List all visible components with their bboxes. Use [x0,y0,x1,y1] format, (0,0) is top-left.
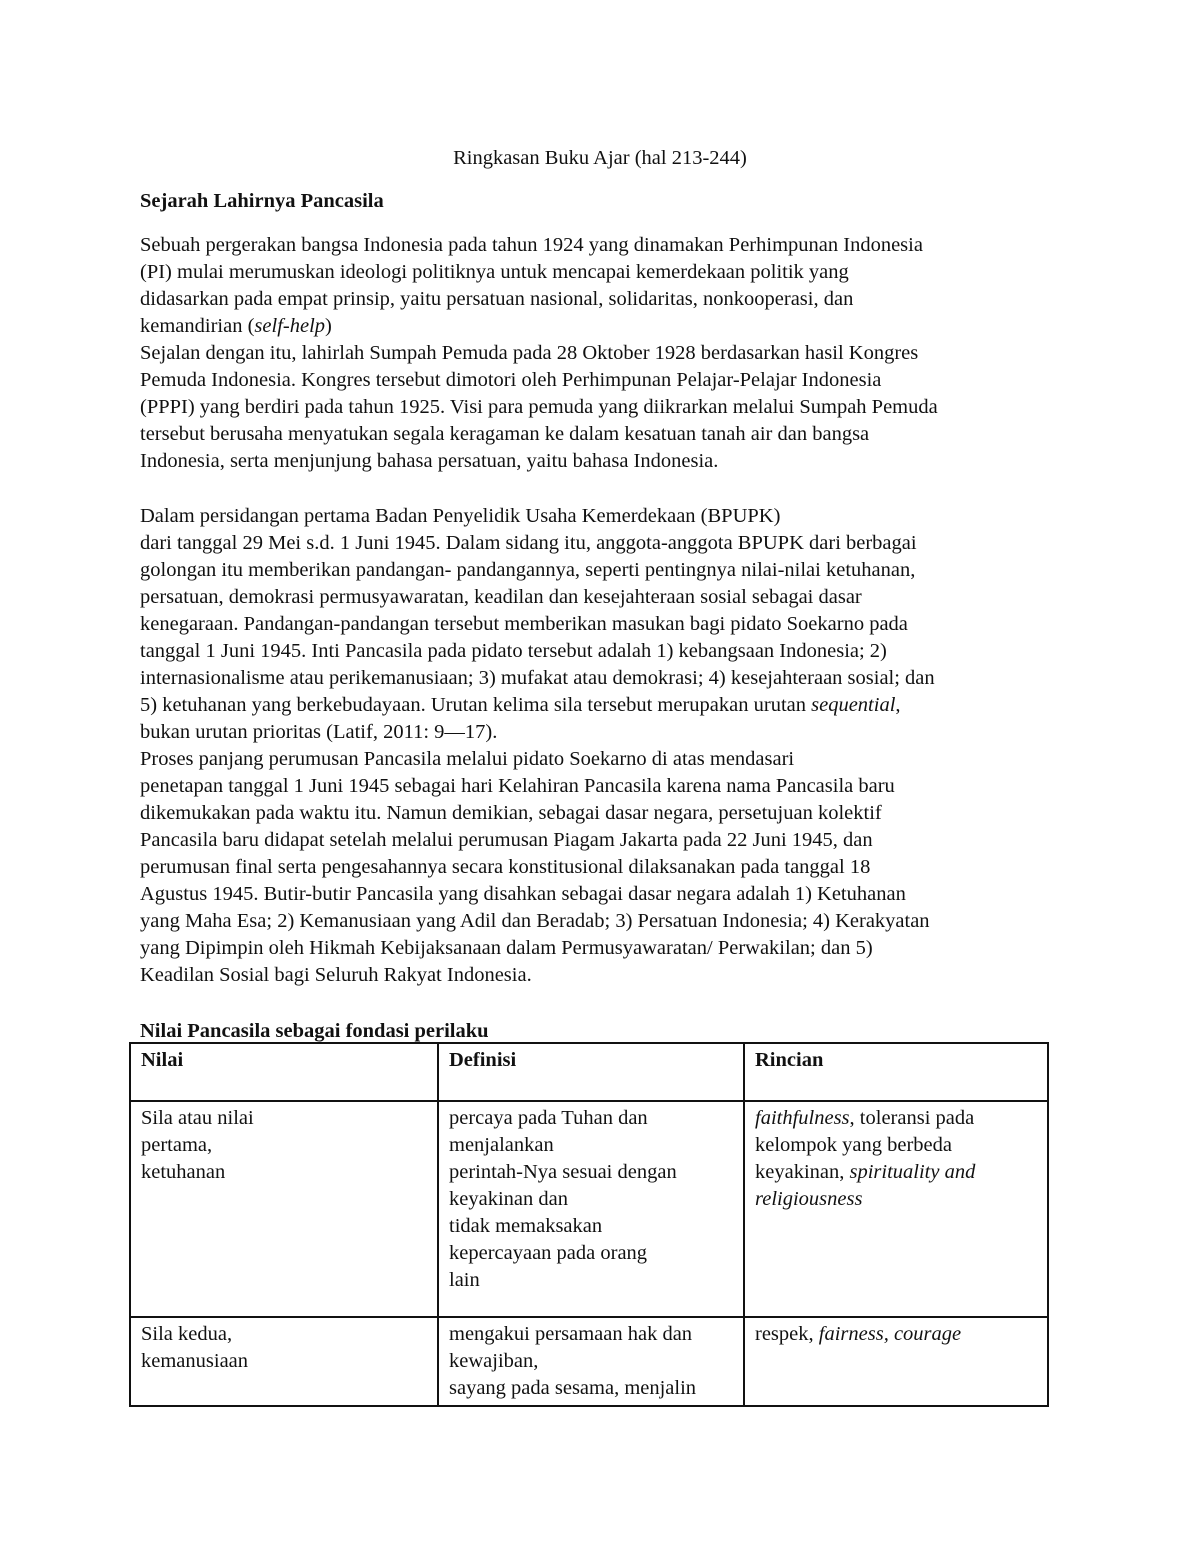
section-heading-sejarah: Sejarah Lahirnya Pancasila [140,190,384,212]
text-line: Proses panjang perumusan Pancasila melalui pidato Soekarno di atas mendasari [140,748,795,770]
text-run: , [895,694,901,716]
text-line: Pemuda Indonesia. Kongres tersebut dimotori oleh Perhimpunan Pelajar-Pelajar Indonesia [140,369,882,391]
italic-term: faithfulness [755,1107,850,1129]
cell-text: kemanusiaan [141,1350,249,1372]
text-run: respek, [755,1323,819,1345]
cell-text [755,1159,1037,1186]
text-line: golongan itu memberikan pandangan- pandangannya, seperti pentingnya nilai-nilai ketuhanan, [140,559,916,581]
section-heading-nilai: Nilai Pancasila sebagai fondasi perilaku [140,1020,489,1042]
cell-text: tidak memaksakan [449,1215,603,1237]
text-line: perumusan final serta pengesahannya secara konstitusional dilaksanakan pada tanggal 18 [140,856,871,878]
text-line: yang Maha Esa; 2) Kemanusiaan yang Adil dan Beradab; 3) Persatuan Indonesia; 4) Kerakyatan [140,910,930,932]
cell-text: perintah-Nya sesuai dengan [449,1161,677,1183]
text-line: Sejalan dengan itu, lahirlah Sumpah Pemuda pada 28 Oktober 1928 berdasarkan hasil Kongres [140,342,919,364]
cell-nilai [130,1101,438,1317]
header-nilai: Nilai [130,1043,438,1101]
cell-nilai [130,1317,438,1406]
cell-text: kelompok yang berbeda [755,1134,952,1156]
text-line: dikemukakan pada waktu itu. Namun demikian, sebagai dasar negara, persetujuan kolektif [140,802,882,824]
text-line: didasarkan pada empat prinsip, yaitu persatuan nasional, solidaritas, nonkooperasi, dan [140,288,854,310]
italic-term: religiousness [755,1188,863,1210]
text-run: 5) ketuhanan yang berkebudayaan. Urutan kelima sila tersebut merupakan urutan [140,694,812,716]
header-definisi: Definisi [438,1043,744,1101]
text-line: dari tanggal 29 Mei s.d. 1 Juni 1945. Dalam sidang itu, anggota-anggota BPUPK dari berbagai [140,532,917,554]
italic-term: sequential [811,694,896,716]
document-title: Ringkasan Buku Ajar (hal 213-244) [453,147,747,169]
text-run: , toleransi pada [849,1107,975,1129]
text-run: keyakinan, [755,1161,850,1183]
text-line [140,692,1070,719]
text-line [140,313,1070,340]
cell-rincian [744,1317,1048,1406]
text-run: ) [325,315,332,337]
cell-text: Sila atau nilai [141,1107,254,1129]
cell-text: ketuhanan [141,1161,226,1183]
text-line: tanggal 1 Juni 1945. Inti Pancasila pada pidato tersebut adalah 1) kebangsaan Indonesia; 2) [140,640,887,662]
cell-text: percaya pada Tuhan dan [449,1107,648,1129]
cell-text: lain [449,1269,480,1291]
cell-text [755,1186,1037,1213]
cell-text: kepercayaan pada orang [449,1242,648,1264]
text-line: Pancasila baru didapat setelah melalui perumusan Piagam Jakarta pada 22 Juni 1945, dan [140,829,873,851]
text-line: tersebut berusaha menyatukan segala keragaman ke dalam kesatuan tanah air dan bangsa [140,423,870,445]
table-row [130,1317,1048,1406]
text-run: kemandirian ( [140,315,255,337]
cell-text [755,1105,1037,1132]
cell-text: mengakui persamaan hak dan [449,1323,693,1345]
cell-text: keyakinan dan [449,1188,568,1210]
text-line: yang Dipimpin oleh Hikmah Kebijaksanaan dalam Permusyawaratan/ Perwakilan; dan 5) [140,937,873,959]
cell-text: Sila kedua, [141,1323,233,1345]
text-line: internasionalisme atau perikemanusiaan; 3) mufakat atau demokrasi; 4) kesejahteraan sosial; dan [140,667,935,689]
cell-rincian [744,1101,1048,1317]
nilai-table [129,1042,1049,1407]
text-line: (PPPI) yang berdiri pada tahun 1925. Visi para pemuda yang diikrarkan melalui Sumpah Pemuda [140,396,938,418]
text-line: Keadilan Sosial bagi Seluruh Rakyat Indonesia. [140,964,532,986]
italic-term: spirituality and [849,1161,976,1183]
text-line: bukan urutan prioritas (Latif, 2011: 9—17). [140,721,498,743]
text-line: kenegaraan. Pandangan-pandangan tersebut memberikan masukan bagi pidato Soekarno pada [140,613,908,635]
table-row [130,1101,1048,1317]
paragraph-sejarah-3 [140,503,1070,989]
text-line: persatuan, demokrasi permusyawaratan, keadilan dan kesejahteraan sosial sebagai dasar [140,586,862,608]
text-line: (PI) mulai merumuskan ideologi politiknya untuk mencapai kemerdekaan politik yang [140,261,849,283]
cell-text: kewajiban, [449,1350,539,1372]
table-header-row [130,1043,1048,1101]
paragraph-sejarah-1 [140,232,1070,475]
text-line: Dalam persidangan pertama Badan Penyelidik Usaha Kemerdekaan (BPUPK) [140,505,781,527]
text-line: Indonesia, serta menjunjung bahasa persatuan, yaitu bahasa Indonesia. [140,450,719,472]
header-rincian: Rincian [744,1043,1048,1101]
text-line: Agustus 1945. Butir-butir Pancasila yang disahkan sebagai dasar negara adalah 1) Ketuhanan [140,883,906,905]
cell-text: pertama, [141,1134,213,1156]
cell-text: menjalankan [449,1134,554,1156]
cell-text: sayang pada sesama, menjalin [449,1377,697,1399]
cell-text [755,1321,1037,1348]
text-line: Sebuah pergerakan bangsa Indonesia pada tahun 1924 yang dinamakan Perhimpunan Indonesia [140,234,923,256]
cell-definisi [438,1317,744,1406]
cell-definisi [438,1101,744,1317]
italic-term: self-help [254,315,326,337]
text-line: penetapan tanggal 1 Juni 1945 sebagai hari Kelahiran Pancasila karena nama Pancasila baru [140,775,895,797]
italic-term: fairness, courage [818,1323,962,1345]
